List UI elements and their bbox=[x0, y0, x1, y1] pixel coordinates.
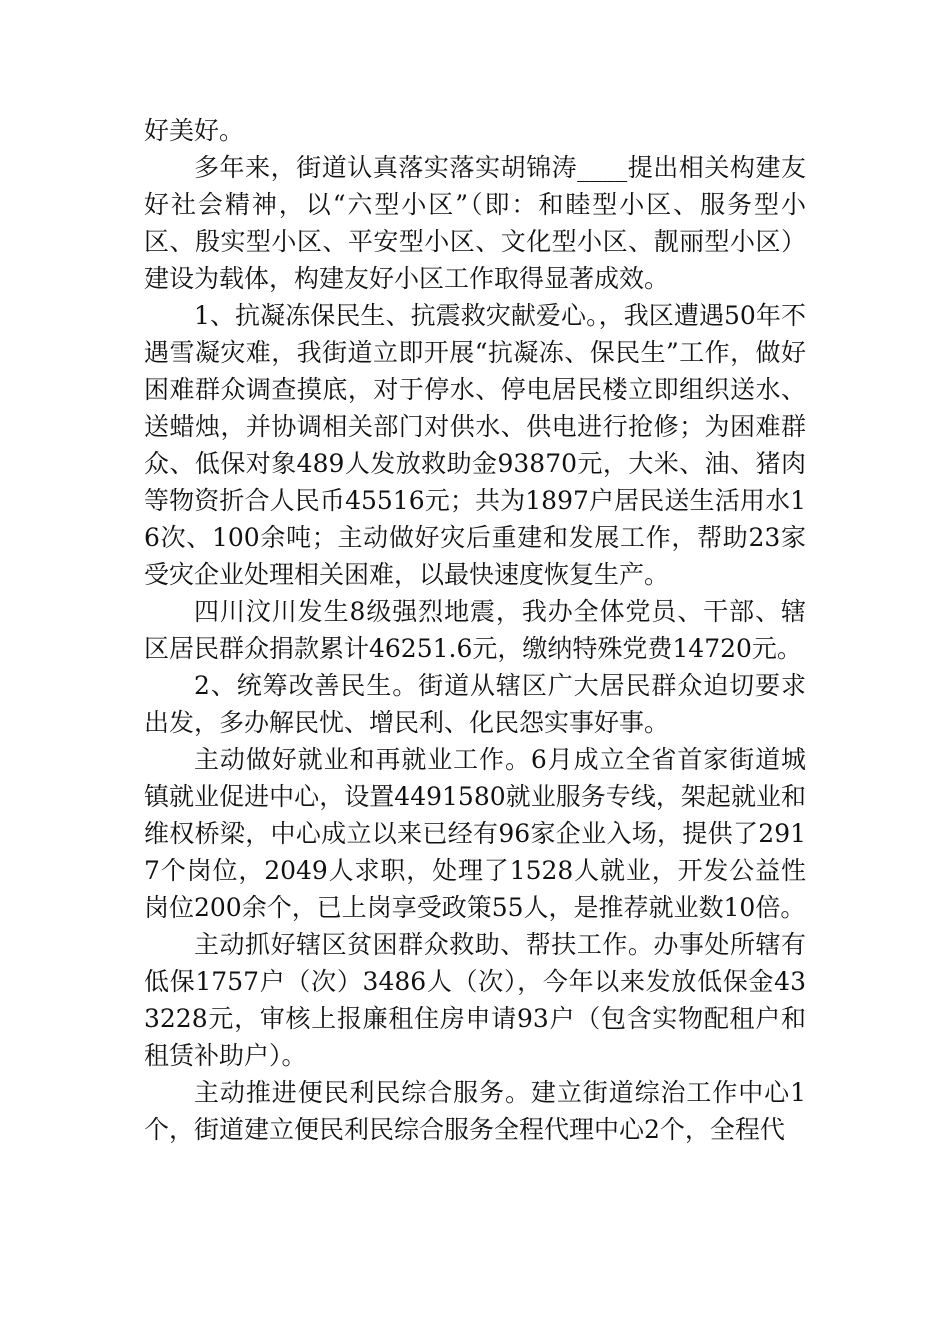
paragraph-5: 主动做好就业和再就业工作。6月成立全省首家街道城镇就业促进中心，设置4491580就业服务专线，架起就业和维权桥梁，中心成立以来已经有96家企业入场，提供了2917个岗位，2049人求职，处理了1528人就业，开发公益性岗位200余个，已上岗享受政策55人，是推荐就业数10倍。 bbox=[144, 745, 806, 922]
document-page bbox=[144, 112, 806, 1148]
paragraph-2: 1、抗凝冻保民生、抗震救灾献爱心。，我区遭遇50年不遇雪凝灾难，我街道立即开展“抗凝冻、保民生”工作，做好困难群众调查摸底，对于停水、停电居民楼立即组织送水、送蜡烛，并协调相关部门对供水、供电进行抢修；为困难群众、低保对象489人发放救助金93870元，大米、油、猪肉等物资折合人民币45516元；共为1897户居民送生活用水16次、100余吨；主动做好灾后重建和发展工作，帮助23家受灾企业处理相关困难，以最快速度恢复生产。 bbox=[144, 301, 806, 589]
paragraph-7: 主动推进便民利民综合服务。建立街道综治工作中心1个，街道建立便民利民综合服务全程代理中心2个，全程代 bbox=[144, 1078, 806, 1144]
paragraph-1: 多年来，街道认真落实落实胡锦涛____提出相关构建友好社会精神，以“六型小区”（即：和睦型小区、服务型小区、殷实型小区、平安型小区、文化型小区、靓丽型小区）建设为载体，构建友好小区工作取得显著成效。 bbox=[144, 153, 806, 293]
paragraph-6: 主动抓好辖区贫困群众救助、帮扶工作。办事处所辖有低保1757户（次）3486人（次），今年以来发放低保金433228元，审核上报廉租住房申请93户（包含实物配租户和租赁补助户）。 bbox=[144, 930, 806, 1070]
paragraph-4: 2、统筹改善民生。街道从辖区广大居民群众迫切要求出发，多办解民忧、增民利、化民怨实事好事。 bbox=[144, 671, 806, 737]
paragraph-0: 好美好。 bbox=[144, 116, 245, 145]
paragraph-3: 四川汶川发生8级强烈地震，我办全体党员、干部、辖区居民群众捐款累计46251.6元，缴纳特殊党费14720元。 bbox=[144, 597, 806, 663]
